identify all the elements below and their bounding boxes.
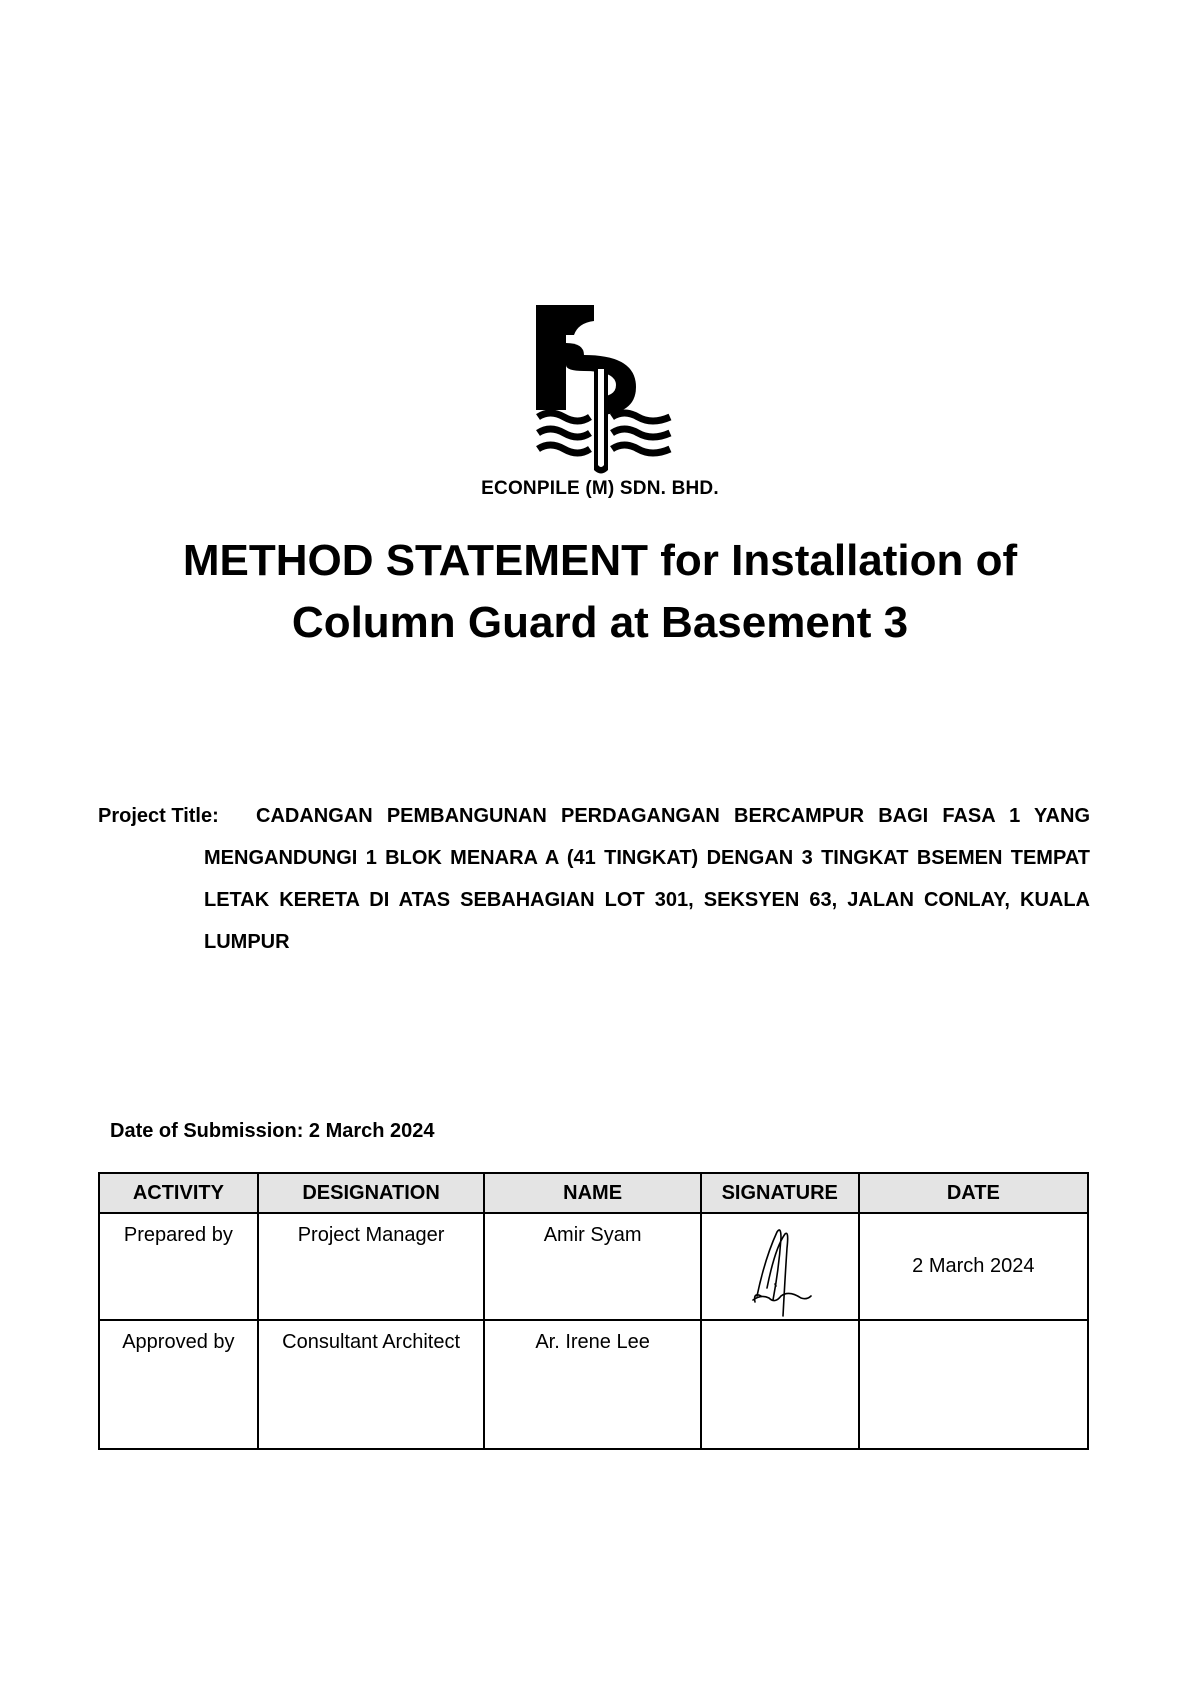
title-line-2: Column Guard at Basement 3	[291, 598, 909, 647]
table-row	[99, 1213, 1088, 1320]
cell-signature	[701, 1213, 859, 1320]
header-activity: ACTIVITY	[99, 1173, 258, 1213]
header-name: NAME	[484, 1173, 700, 1213]
cell-designation: Consultant Architect	[258, 1320, 485, 1449]
cell-name: Amir Syam	[484, 1213, 700, 1320]
cell-activity: Approved by	[99, 1320, 258, 1449]
cell-date	[859, 1320, 1088, 1449]
submission-date: Date of Submission: 2 March 2024	[110, 1120, 435, 1142]
company-name: ECONPILE (M) SDN. BHD.	[481, 478, 719, 499]
project-title-value	[204, 795, 1090, 963]
header-date: DATE	[859, 1173, 1088, 1213]
handwritten-signature	[745, 1218, 815, 1318]
cell-date: 2 March 2024	[859, 1213, 1088, 1320]
cell-activity: Prepared by	[99, 1213, 258, 1320]
cell-designation: Project Manager	[258, 1213, 485, 1320]
project-title-text: CADANGAN PEMBANGUNAN PERDAGANGAN BERCAMPUR BAGI FASA 1 YANG MENGANDUNGI 1 BLOK MENARA A (41 TINGKAT) DENGAN 3 TINGKAT BSEMEN TEMPAT LETAK KERETA DI ATAS SEBAHAGIAN LOT 301, SEKSYEN 63, JALAN CONLAY, KUALA LUMPUR	[204, 805, 1090, 953]
header-signature: SIGNATURE	[701, 1173, 859, 1213]
table-row	[99, 1320, 1088, 1449]
title-line-1: METHOD STATEMENT for Installation of	[182, 536, 1018, 585]
table-header-row	[99, 1173, 1088, 1213]
company-logo	[536, 305, 672, 477]
cell-name: Ar. Irene Lee	[484, 1320, 700, 1449]
project-title-label: Project Title:	[98, 805, 219, 827]
approval-table	[98, 1172, 1089, 1450]
cell-signature	[701, 1320, 859, 1449]
header-designation: DESIGNATION	[258, 1173, 485, 1213]
document-title	[100, 530, 1100, 654]
